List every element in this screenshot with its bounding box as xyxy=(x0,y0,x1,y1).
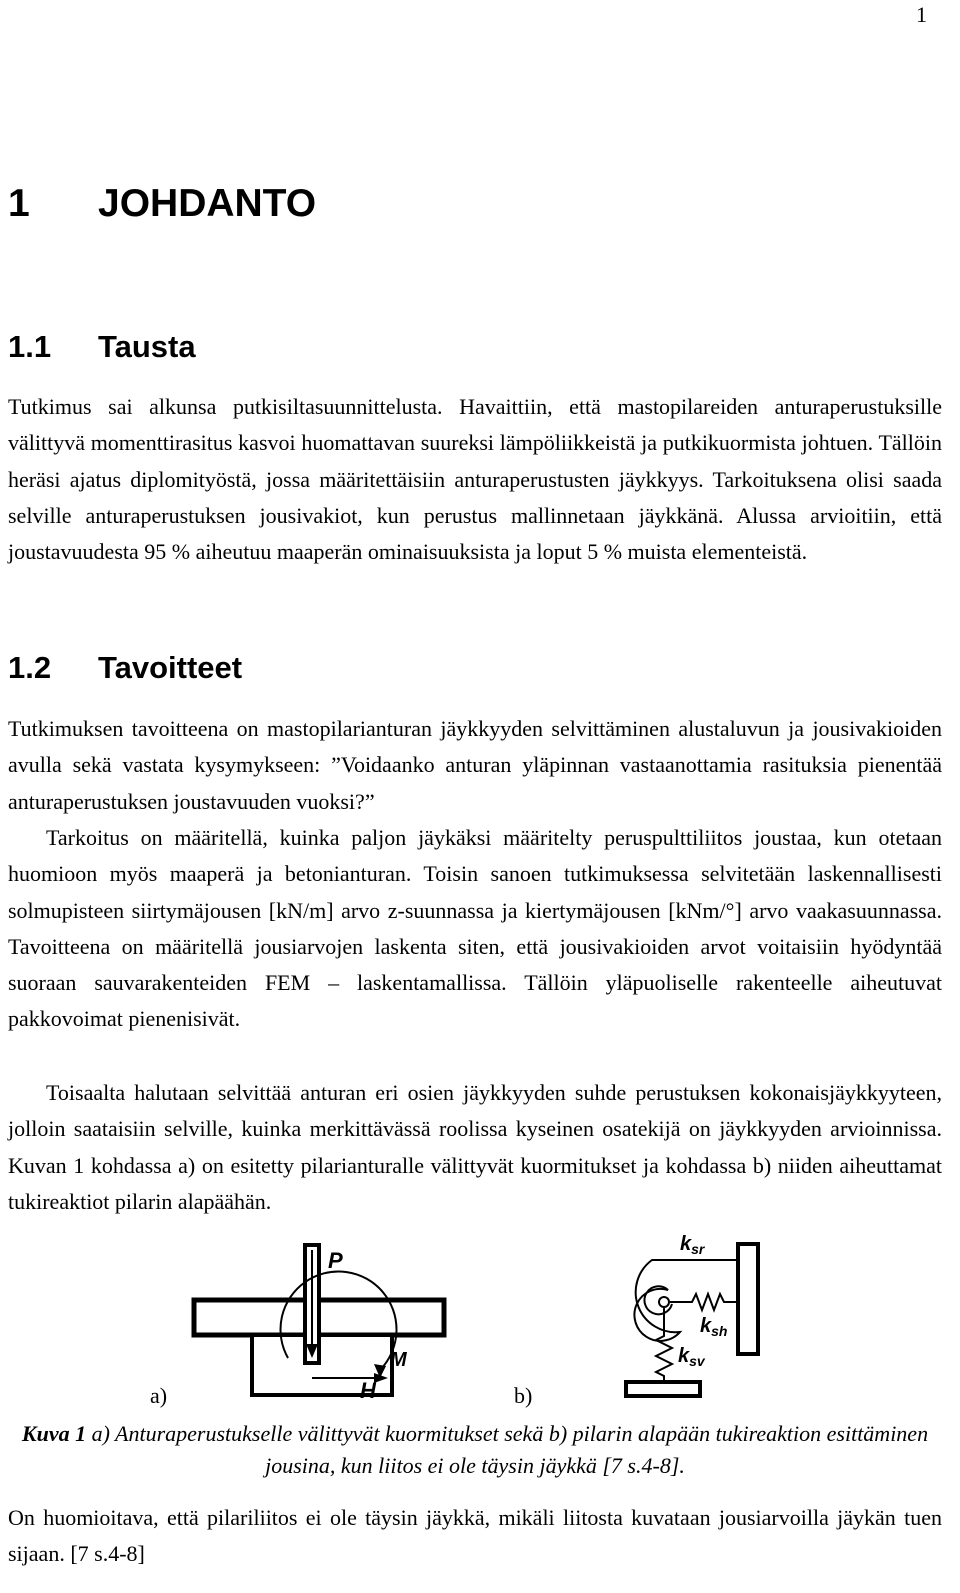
section-title: Tavoitteet xyxy=(98,650,243,685)
support-wall xyxy=(738,1244,758,1354)
page-number: 1 xyxy=(916,2,927,27)
paragraph-tavoitteet-2: Tarkoitus on määritellä, kuinka paljon jäykäksi määritelty peruspulttiliitos joustaa, kun otetaan huomioon myös maaperä ja betonianturan. Toisin sanoen tutkimuksessa selvitetään laskennallisesti solmupisteen siirtymäjousen [kN/m] arvo z-suunnassa ja kiertymäjousen [kNm/°] arvo vaakasuunnassa. Tavoitteena on määritellä jousiarvojen laskenta siten, että jousivakioiden arvot voitaisiin hyödyntää suoraan sauvarakenteiden FEM – laskentamallissa. Tällöin yläpuoliselle rakenteelle aiheutuvat pakkovoimat pienenisivät. xyxy=(8,825,942,1032)
vertical-spring xyxy=(656,1308,672,1382)
caption-text: a) Anturaperustukselle välittyvät kuormitukset sekä b) pilarin alapään tukireaktion esittäminen jousina, kun liitos ei ole täysin jäykkä [7 s.4-8]. xyxy=(86,1421,929,1478)
figure-label-a: a) xyxy=(150,1383,168,1408)
caption-label: Kuva 1 xyxy=(21,1421,87,1446)
label-H: H xyxy=(360,1378,376,1403)
closing-paragraph: On huomioitava, että pilariliitos ei ole täysin jäykkä, mikäli liitosta kuvataan jousiarvoilla jäykän tuen sijaan. [7 s.4-8] xyxy=(8,1505,942,1567)
chapter-heading xyxy=(8,182,316,226)
chapter-title: JOHDANTO xyxy=(98,182,317,225)
section-heading-tavoitteet xyxy=(8,650,242,686)
section-title: Tausta xyxy=(98,329,196,364)
label-P: P xyxy=(328,1248,343,1273)
paragraph-tavoitteet-3: Toisaalta halutaan selvittää anturan eri osien jäykkyyden suhde perustuksen kokonaisjäykkyyteen, jolloin saataisiin selville, kuinka merkittävässä roolissa kyseinen osatekijä on jäykkyyden arvioinnissa. Kuvan 1 kohdassa a) on esitetty pilarianturalle välittyvät kuormitukset ja kohdassa b) niiden aiheuttamat tukireaktiot pilarin alapäähän. xyxy=(8,1080,942,1214)
label-ksv: $k_{sv}$ xyxy=(678,1345,705,1369)
figure-b-diagram xyxy=(612,1232,772,1407)
chapter-number: 1 xyxy=(8,182,30,225)
figure-label-b: b) xyxy=(514,1383,533,1408)
label-M: M xyxy=(390,1349,407,1371)
figure-a-diagram xyxy=(190,1240,455,1405)
horizontal-spring xyxy=(670,1294,738,1310)
section-heading-tausta xyxy=(8,329,196,365)
base-plate xyxy=(626,1382,700,1396)
figure-caption xyxy=(8,1418,942,1482)
paragraph-tausta: Tutkimus sai alkunsa putkisiltasuunnittelusta. Havaittiin, että mastopilareiden anturaperustuksille välittyvä momenttirasitus kasvoi huomattavan suureksi lämpöliikkeistä ja putkikuormista johtuen. Tällöin heräsi ajatus diplomityöstä, jossa määritettäisiin anturaperustusten jäykkyys. Tarkoituksena olisi saada selville anturaperustuksen jousivakiot, kun perustus mallinnetaan jäykkänä. Alussa arvioitiin, että joustavuudesta 95 % aiheutuu maaperän ominaisuuksista ja loput 5 % muista elementeistä. xyxy=(8,394,942,565)
section-number: 1.2 xyxy=(8,650,52,685)
section-number: 1.1 xyxy=(8,329,52,364)
label-ksh: $k_{sh}$ xyxy=(700,1315,728,1339)
label-ksr: $k_{sr}$ xyxy=(680,1233,705,1257)
paragraph-tavoitteet-1: Tutkimuksen tavoitteena on mastopilarianturan jäykkyyden selvittäminen alustaluvun ja jousivakioiden avulla sekä vastata kysymykseen: ”Voidaanko anturan yläpinnan vastaanottamia rasituksia pienentää anturaperustuksen joustavuuden vuoksi?” xyxy=(8,716,942,814)
